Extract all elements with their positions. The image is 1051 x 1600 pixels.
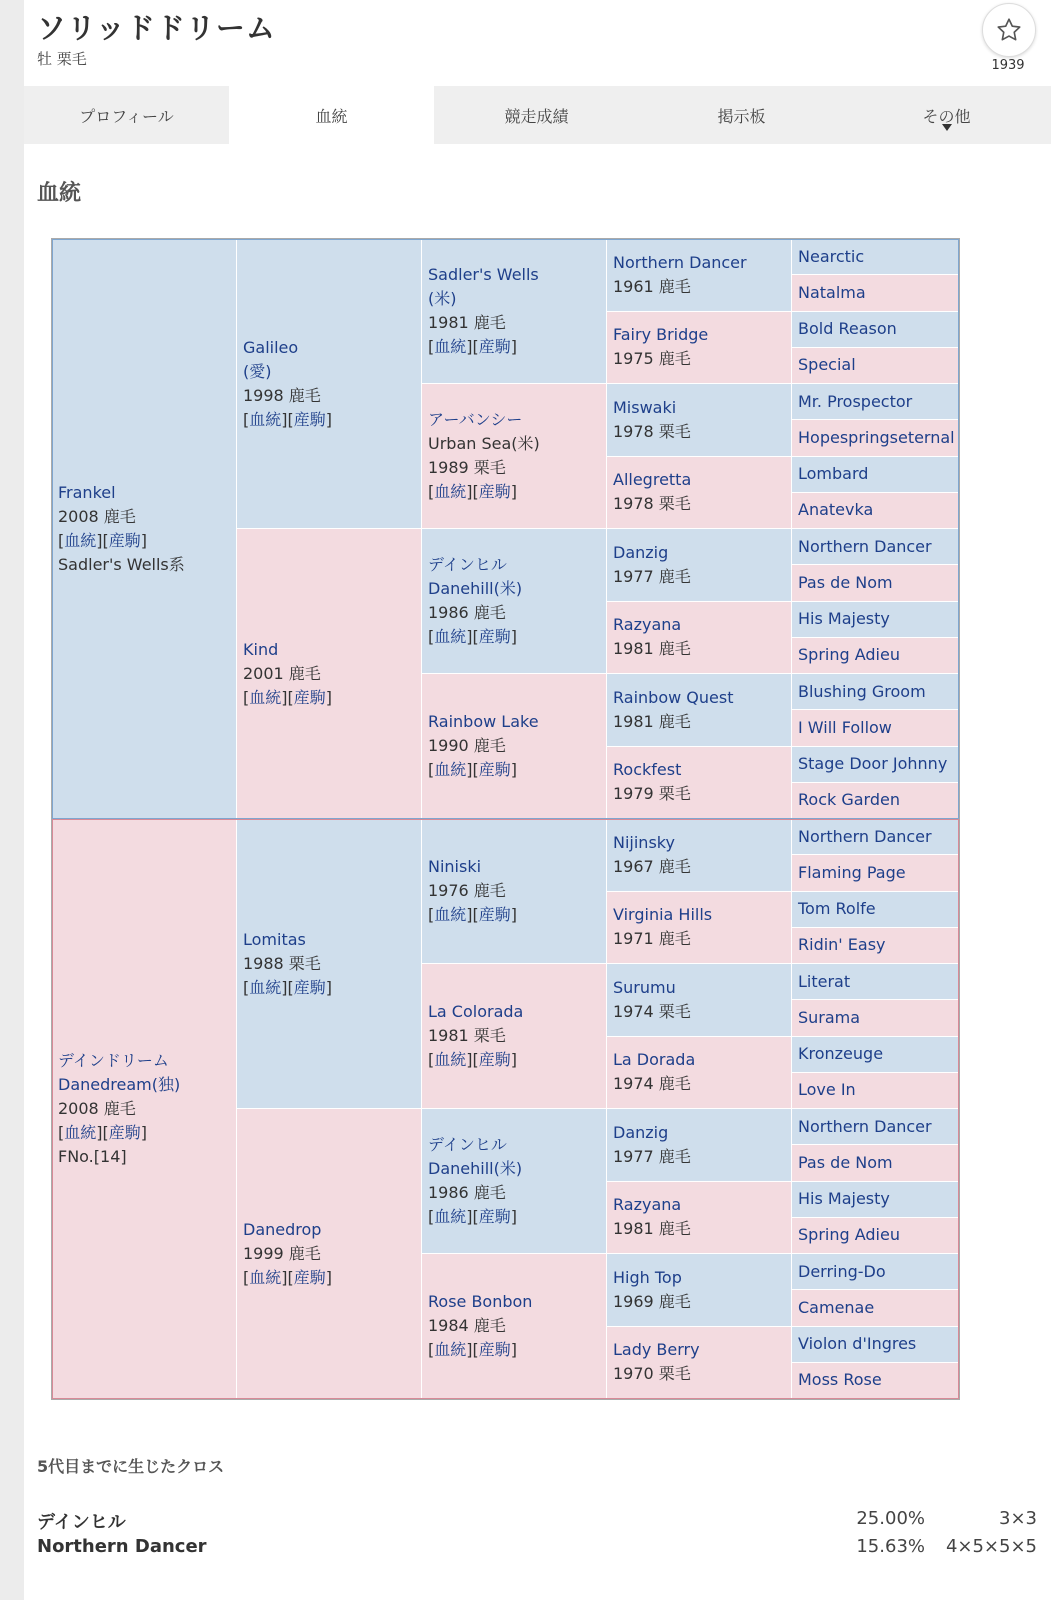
birth-year-color: 1971 鹿毛	[613, 929, 691, 949]
pedigree-links: [血統][産駒]	[428, 1050, 518, 1069]
pedigree-cell-gen5	[792, 747, 959, 783]
horse-link[interactable]: Anatevka	[798, 500, 874, 520]
lineage-note: Sadler's Wells系	[58, 554, 185, 574]
cross-percent: 25.00%	[856, 1508, 925, 1529]
horse-link[interactable]: Tom Rolfe	[798, 899, 876, 919]
pedigree-cell-gen5	[792, 420, 959, 456]
pedigree-link[interactable]: 血統	[434, 337, 467, 356]
pedigree-cell-gen5	[792, 1073, 959, 1109]
birth-year-color: 1961 鹿毛	[613, 276, 691, 296]
pedigree-cell-gen4	[607, 1037, 792, 1110]
offspring-link[interactable]: 産駒	[108, 1122, 141, 1142]
pedigree-cell-gen5	[792, 348, 959, 384]
pedigree-cell-gen2	[237, 529, 422, 819]
pedigree-cell-gen5	[792, 1145, 959, 1181]
horse-link[interactable]: Flaming Page	[798, 862, 906, 882]
horse-link[interactable]: Nearctic	[798, 246, 865, 266]
horse-link[interactable]: Niniski	[428, 857, 482, 876]
horse-link[interactable]: Danzig	[613, 542, 669, 562]
birth-year-color: 1988 栗毛	[243, 953, 321, 973]
horse-link[interactable]: La Colorada	[428, 1002, 524, 1021]
horse-link[interactable]: Rainbow Lake	[428, 712, 539, 731]
cross-generations: 3×3	[999, 1508, 1037, 1529]
pedigree-cell-gen4	[607, 529, 792, 602]
offspring-link[interactable]: 産駒	[478, 760, 511, 779]
horse-link[interactable]: Rockfest	[613, 760, 682, 780]
horse-link[interactable]: Northern Dancer	[798, 826, 932, 846]
birth-year-color: 1999 鹿毛	[243, 1243, 321, 1263]
pedigree-links: [血統][産駒]	[243, 409, 333, 429]
horse-link[interactable]: Violon d'Ingres	[798, 1334, 917, 1354]
horse-link[interactable]: Special	[798, 355, 856, 375]
pedigree-link[interactable]: 血統	[434, 760, 467, 779]
horse-link[interactable]: Danedrop	[243, 1219, 322, 1239]
lineage-note: FNo.[14]	[58, 1146, 127, 1166]
cross-row	[37, 1508, 1037, 1534]
pedigree-cell-gen2	[237, 239, 422, 529]
horse-name: ソリッドドリーム	[37, 11, 276, 45]
pedigree-cell-gen3	[422, 1254, 607, 1399]
pedigree-cell-gen2	[237, 1109, 422, 1399]
offspring-link[interactable]: 産駒	[478, 482, 511, 501]
cross-generations: 4×5×5×5	[945, 1536, 1037, 1557]
favorite-button[interactable]	[982, 3, 1036, 57]
tab-label: 競走成績	[504, 106, 569, 126]
horse-link[interactable]: Lady Berry	[613, 1340, 700, 1360]
offspring-link[interactable]: 産駒	[478, 337, 511, 356]
page	[24, 0, 1051, 1600]
offspring-link[interactable]: 産駒	[478, 905, 511, 924]
horse-link[interactable]: Lomitas	[243, 929, 306, 949]
birth-year-color: 2008 鹿毛	[58, 1098, 136, 1118]
birth-year-color: 1976 鹿毛	[428, 881, 506, 900]
pedigree-cell-gen5	[792, 710, 959, 746]
birth-year-color: 1998 鹿毛	[243, 385, 321, 405]
horse-link[interactable]: Northern Dancer	[798, 536, 932, 556]
pedigree-cell-gen5	[792, 529, 959, 565]
horse-link[interactable]: Mr. Prospector	[798, 391, 913, 411]
pedigree-cell-gen5	[792, 1000, 959, 1036]
birth-year-color: 1984 鹿毛	[428, 1316, 506, 1335]
tab-label: その他	[922, 106, 971, 126]
horse-link[interactable]: Northern Dancer	[613, 252, 747, 272]
horse-link[interactable]: La Dorada	[613, 1050, 696, 1070]
birth-year-color: 1981 鹿毛	[613, 639, 691, 659]
birth-year-color: 1986 鹿毛	[428, 1183, 506, 1202]
pedigree-cell-gen5	[792, 602, 959, 638]
horse-link[interactable]: Sadler's Wells	[428, 265, 539, 284]
offspring-link[interactable]: 産駒	[478, 1340, 511, 1359]
pedigree-cell-gen5	[792, 384, 959, 420]
offspring-link[interactable]: 産駒	[108, 530, 141, 550]
pedigree-cell-gen4	[607, 964, 792, 1037]
pedigree-cell-gen3	[422, 239, 607, 384]
horse-link[interactable]: Razyana	[613, 615, 682, 635]
horse-link[interactable]: Love In	[798, 1080, 856, 1100]
pedigree-link[interactable]: 血統	[434, 1340, 467, 1359]
pedigree-link[interactable]: 血統	[434, 1207, 467, 1226]
pedigree-links: [血統][産駒]	[243, 687, 333, 707]
tab-label: プロフィール	[79, 106, 174, 126]
pedigree-cell-gen3	[422, 964, 607, 1109]
birth-year-color: 1989 栗毛	[428, 458, 506, 477]
tab-label: 血統	[315, 106, 348, 126]
pedigree-cell-gen5	[792, 928, 959, 964]
pedigree-cell-gen5	[792, 1037, 959, 1073]
horse-alt-name: Urban Sea(米)	[428, 434, 540, 453]
birth-year-color: 1978 栗毛	[613, 494, 691, 514]
horse-link[interactable]: Galileo	[243, 337, 299, 357]
pedigree-cell-gen3	[422, 384, 607, 529]
pedigree-links: [血統][産駒]	[58, 530, 148, 550]
horse-link[interactable]: Stage Door Johnny	[798, 754, 948, 774]
horse-link[interactable]: アーバンシー	[428, 410, 523, 429]
horse-link[interactable]: Surama	[798, 1007, 861, 1027]
horse-link[interactable]: His Majesty	[798, 609, 890, 629]
horse-link[interactable]: Rainbow Quest	[613, 687, 734, 707]
pedigree-table	[51, 238, 960, 1400]
horse-link[interactable]: His Majesty	[798, 1189, 890, 1209]
pedigree-links: [血統][産駒]	[428, 337, 518, 356]
horse-header	[24, 0, 1051, 84]
tab-profile[interactable]	[24, 86, 229, 144]
birth-year-color: 1978 栗毛	[613, 421, 691, 441]
pedigree-cell-gen3	[422, 529, 607, 674]
pedigree-links: [血統][産駒]	[428, 482, 518, 501]
pedigree-link[interactable]: 血統	[249, 1267, 282, 1287]
horse-link[interactable]: Nijinsky	[613, 832, 675, 852]
pedigree-link[interactable]: 血統	[434, 1050, 467, 1069]
pedigree-cell-gen4	[607, 892, 792, 965]
tab-other[interactable]	[844, 86, 1049, 144]
offspring-link[interactable]: 産駒	[293, 977, 326, 997]
pedigree-links: [血統][産駒]	[243, 977, 333, 997]
horse-link[interactable]: Camenae	[798, 1297, 875, 1317]
pedigree-cell-gen5	[792, 964, 959, 1000]
horse-link-alt[interactable]: Danehill(米)	[428, 1159, 523, 1178]
pedigree-links: [血統][産駒]	[428, 1207, 518, 1226]
birth-year-color: 1981 鹿毛	[613, 1219, 691, 1239]
pedigree-cell-gen5	[792, 275, 959, 311]
tab-race-results[interactable]	[434, 86, 639, 144]
pedigree-links: [血統][産駒]	[428, 1340, 518, 1359]
pedigree-cell-gen5	[792, 1182, 959, 1218]
pedigree-cell-gen5	[792, 1327, 959, 1363]
horse-link[interactable]: Ridin' Easy	[798, 935, 886, 955]
pedigree-cell-gen5	[792, 312, 959, 348]
pedigree-cell-gen4	[607, 457, 792, 530]
pedigree-cell-gen5	[792, 1363, 959, 1399]
birth-year-color: 2008 鹿毛	[58, 506, 136, 526]
birth-year-color: 1974 鹿毛	[613, 1074, 691, 1094]
pedigree-links: [血統][産駒]	[243, 1267, 333, 1287]
pedigree-link[interactable]: 血統	[64, 530, 97, 550]
pedigree-cell-gen4	[607, 312, 792, 385]
pedigree-cell-gen1	[52, 819, 237, 1399]
pedigree-cell-gen3	[422, 819, 607, 964]
pedigree-cell-gen5	[792, 457, 959, 493]
horse-link-alt[interactable]: (愛)	[243, 361, 272, 381]
horse-link[interactable]: デインヒル	[428, 1135, 507, 1154]
cross-row	[37, 1536, 1037, 1562]
pedigree-link[interactable]: 血統	[249, 977, 282, 997]
caret-down-icon	[942, 124, 952, 131]
birth-year-color: 1979 栗毛	[613, 784, 691, 804]
cross-horse-name[interactable]: デインヒル	[37, 1512, 126, 1533]
horse-link[interactable]: Virginia Hills	[613, 905, 713, 925]
offspring-link[interactable]: 産駒	[478, 1207, 511, 1226]
pedigree-cell-gen4	[607, 1182, 792, 1255]
cross-percent: 15.63%	[856, 1536, 925, 1557]
horse-link[interactable]: Derring-Do	[798, 1261, 886, 1281]
horse-link[interactable]: Blushing Groom	[798, 681, 926, 701]
horse-link[interactable]: Kind	[243, 639, 279, 659]
birth-year-color: 1974 栗毛	[613, 1001, 691, 1021]
offspring-link[interactable]: 産駒	[478, 627, 511, 646]
birth-year-color: 1981 鹿毛	[613, 711, 691, 731]
birth-year-color: 1990 鹿毛	[428, 736, 506, 755]
pedigree-cell-gen3	[422, 1109, 607, 1254]
horse-link[interactable]: I Will Follow	[798, 717, 892, 737]
pedigree-cell-gen4	[607, 602, 792, 675]
pedigree-cell-gen5	[792, 493, 959, 529]
pedigree-cell-gen5	[792, 892, 959, 928]
pedigree-link[interactable]: 血統	[249, 409, 282, 429]
pedigree-link[interactable]: 血統	[249, 687, 282, 707]
birth-year-color: 1970 栗毛	[613, 1364, 691, 1384]
birth-year-color: 1975 鹿毛	[613, 349, 691, 369]
pedigree-cell-gen5	[792, 239, 959, 275]
pedigree-cell-gen5	[792, 674, 959, 710]
horse-link[interactable]: Pas de Nom	[798, 572, 893, 592]
pedigree-links: [血統][産駒]	[58, 1122, 148, 1142]
horse-link[interactable]: Bold Reason	[798, 319, 897, 339]
birth-year-color: 1981 栗毛	[428, 1026, 506, 1045]
horse-sex-color: 牡 栗毛	[37, 50, 87, 68]
horse-link[interactable]: Surumu	[613, 977, 676, 997]
section-title: 血統	[37, 181, 82, 206]
birth-year-color: 1986 鹿毛	[428, 603, 506, 622]
horse-link-alt[interactable]: Danedream(独)	[58, 1074, 181, 1094]
pedigree-links: [血統][産駒]	[428, 760, 518, 779]
pedigree-cell-gen5	[792, 1218, 959, 1254]
birth-year-color: 1977 鹿毛	[613, 1146, 691, 1166]
horse-link[interactable]: Pas de Nom	[798, 1152, 893, 1172]
pedigree-link[interactable]: 血統	[434, 627, 467, 646]
horse-link[interactable]: Danzig	[613, 1122, 669, 1142]
pedigree-cell-gen1	[52, 239, 237, 819]
horse-link[interactable]: Miswaki	[613, 397, 677, 417]
pedigree-cell-gen4	[607, 384, 792, 457]
pedigree-cell-gen4	[607, 239, 792, 312]
horse-link[interactable]: Rock Garden	[798, 790, 900, 810]
horse-link[interactable]: Spring Adieu	[798, 1225, 900, 1245]
pedigree-cell-gen4	[607, 1327, 792, 1400]
pedigree-cell-gen2	[237, 819, 422, 1109]
birth-year-color: 1981 鹿毛	[428, 313, 506, 332]
offspring-link[interactable]: 産駒	[478, 1050, 511, 1069]
pedigree-link[interactable]: 血統	[434, 482, 467, 501]
horse-link-alt[interactable]: (米)	[428, 289, 457, 308]
pedigree-cell-gen4	[607, 1109, 792, 1182]
horse-link[interactable]: デインヒル	[428, 555, 507, 574]
pedigree-link[interactable]: 血統	[434, 905, 467, 924]
pedigree-cell-gen5	[792, 819, 959, 855]
birth-year-color: 1977 鹿毛	[613, 566, 691, 586]
pedigree-cell-gen4	[607, 819, 792, 892]
pedigree-cell-gen5	[792, 1290, 959, 1326]
birth-year-color: 1967 鹿毛	[613, 856, 691, 876]
pedigree-cell-gen4	[607, 747, 792, 820]
horse-link[interactable]: Fairy Bridge	[613, 325, 709, 345]
horse-link[interactable]: Frankel	[58, 482, 116, 502]
pedigree-cell-gen4	[607, 674, 792, 747]
star-outline-icon	[995, 16, 1023, 44]
pedigree-cell-gen5	[792, 1254, 959, 1290]
horse-link[interactable]: Northern Dancer	[798, 1116, 932, 1136]
horse-link[interactable]: デインドリーム	[58, 1050, 169, 1070]
horse-link[interactable]: Literat	[798, 971, 851, 991]
horse-link[interactable]: Lombard	[798, 464, 869, 484]
pedigree-cell-gen5	[792, 638, 959, 674]
horse-link[interactable]: Kronzeuge	[798, 1044, 884, 1064]
pedigree-cell-gen5	[792, 1109, 959, 1145]
offspring-link[interactable]: 産駒	[293, 409, 326, 429]
horse-link[interactable]: Natalma	[798, 282, 866, 302]
horse-link[interactable]: Hopespringseternal	[798, 427, 955, 447]
pedigree-cell-gen4	[607, 1254, 792, 1327]
favorite-count: 1939	[991, 58, 1025, 73]
horse-link[interactable]: Rose Bonbon	[428, 1292, 533, 1311]
horse-link[interactable]: Razyana	[613, 1195, 682, 1215]
horse-link[interactable]: High Top	[613, 1267, 682, 1287]
pedigree-link[interactable]: 血統	[64, 1122, 97, 1142]
offspring-link[interactable]: 産駒	[293, 1267, 326, 1287]
tab-pedigree[interactable]	[229, 86, 434, 144]
cross-horse-name[interactable]: Northern Dancer	[37, 1536, 207, 1557]
horse-link[interactable]: Spring Adieu	[798, 645, 900, 665]
tab-label: 掲示板	[717, 106, 766, 126]
birth-year-color: 1969 鹿毛	[613, 1291, 691, 1311]
birth-year-color: 2001 鹿毛	[243, 663, 321, 683]
pedigree-cell-gen5	[792, 565, 959, 601]
horse-link[interactable]: Allegretta	[613, 470, 692, 490]
horse-link-alt[interactable]: Danehill(米)	[428, 579, 523, 598]
pedigree-links: [血統][産駒]	[428, 905, 518, 924]
offspring-link[interactable]: 産駒	[293, 687, 326, 707]
cross-title: 5代目までに生じたクロス	[37, 1457, 225, 1476]
horse-link[interactable]: Moss Rose	[798, 1370, 882, 1390]
pedigree-cell-gen5	[792, 783, 959, 819]
pedigree-cell-gen5	[792, 855, 959, 891]
pedigree-links: [血統][産駒]	[428, 627, 518, 646]
tab-board[interactable]	[639, 86, 844, 144]
pedigree-cell-gen3	[422, 674, 607, 819]
tab-bar	[24, 86, 1051, 144]
